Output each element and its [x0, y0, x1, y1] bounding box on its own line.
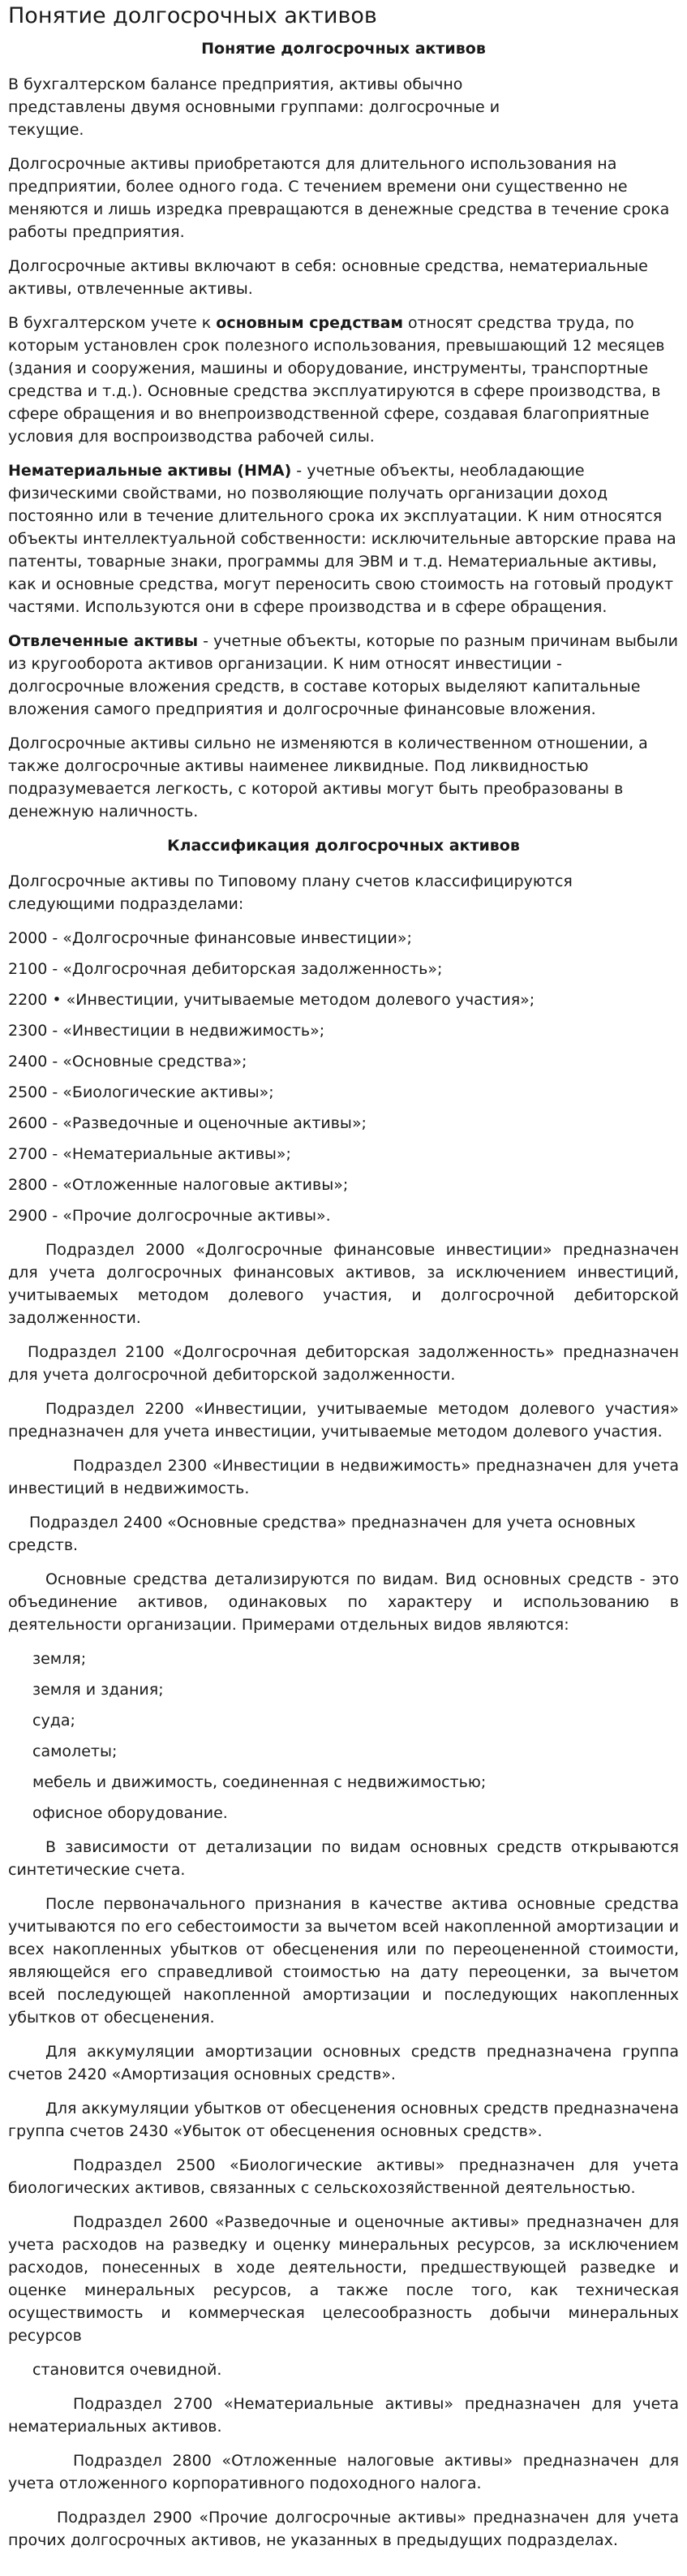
paragraph-2500: Подраздел 2500 «Биологические активы» предназначен для учета биологических активов, связанных с сельскохозяйственной деятельностью.	[8, 2156, 679, 2197]
paragraph-2300: Подраздел 2300 «Инвестиции в недвижимость» предназначен для учета инвестиций в недвижимость.	[8, 1457, 679, 1497]
paragraph-initial-recognition: После первоначального признания в качестве актива основные средства учитываются по его себестоимости за вычетом всей накопленной амортизации и всех накопленных убытков от обесценения или по переоцененной стоимости, являющейся его справедливой стоимостью на дату переоценки, за вычетом всей последующей накопленной амортизации и последующих накопленных убытков от обесценения.	[8, 1895, 679, 2027]
paragraph-2200: Подраздел 2200 «Инвестиции, учитываемые методом долевого участия» предназначен для учета инвестиции, учитываемые методом долевого участия.	[8, 1400, 679, 1441]
term-diverted-assets: Отвлеченные активы	[8, 632, 199, 650]
paragraph-amortization: Для аккумуляции амортизации основных средств предназначена группа счетов 2420 «Амортизация основных средств».	[8, 2043, 679, 2083]
list-item: 2500 - «Биологические активы»;	[8, 1083, 274, 1101]
paragraph-intangible-assets: Нематериальные активы (НМА) - учетные объекты, необладающие физическими свойствами, но позволяющие получать организации доход постоянно или в течение длительного срока их эксплуатации. К ним относятся объекты интеллектуальной собственности: исключительные авторские права на патенты, товарные знаки, программы для ЭВМ и т.д. Нематериальные активы, как и основные средства, могут переносить свою стоимость на готовый продукт частями. Используются они в сфере производства и в сфере обращения.	[8, 462, 676, 616]
paragraph-impairment: Для аккумуляции убытков от обесценения основных средств предназначена группа счетов 2430 «Убыток от обесценения основных средств».	[8, 2100, 679, 2140]
list-item: 2700 - «Нематериальные активы»;	[8, 1145, 291, 1163]
page-title: Понятие долгосрочных активов	[8, 3, 377, 28]
paragraph: Долгосрочные активы приобретаются для длительного использования на предприятии, более одного года. С течением времени они существенно не меняются и лишь изредка превращаются в денежные средства в течение срока работы предприятия.	[8, 155, 670, 241]
paragraph-2700: Подраздел 2700 «Нематериальные активы» предназначен для учета нематериальных активов.	[8, 2395, 679, 2436]
list-item: 2800 - «Отложенные налоговые активы»;	[8, 1176, 349, 1194]
section-heading-classification: Классификация долгосрочных активов	[167, 837, 520, 855]
paragraph-2400: Подраздел 2400 «Основные средства» предназначен для учета основных средств.	[8, 1514, 636, 1554]
paragraph-2000: Подраздел 2000 «Долгосрочные финансовые инвестиции» предназначен для учета долгосрочных финансовых активов, за исключением инвестиций, учитываемых методом долевого участия, и долгосрочной дебиторской задолженности.	[8, 1241, 679, 1327]
paragraph-synthetic-accounts: В зависимости от детализации по видам основных средств открываются синтетические счета.	[8, 1838, 679, 1879]
paragraph-2600: Подраздел 2600 «Разведочные и оценочные активы» предназначен для учета расходов на разведку и оценку минеральных ресурсов, за исключением расходов, понесенных в ходе деятельности, предшествующей разведке и оценке минеральных ресурсов, а также после того, как техническая осуществимость и коммерческая целесообразность добычи минеральных ресурсов	[8, 2213, 679, 2345]
account-codes-list	[8, 927, 679, 1227]
list-item: земля и здания;	[32, 1681, 164, 1699]
list-item: 2300 - «Инвестиции в недвижимость»;	[8, 1022, 325, 1040]
paragraph-fixed-assets: В бухгалтерском учете к основным средствам относят средства труда, по которым установлен срок полезного использования, превышающий 12 месяцев (здания и сооружения, машины и оборудование, инструменты, транспортные средства и т.д.). Основные средства эксплуатируются в сфере производства, в сфере обращения и во внепроизводственной сфере, создавая благоприятные условия для воспроизводства рабочей силы.	[8, 314, 665, 446]
list-item: 2100 - «Долгосрочная дебиторская задолженность»;	[8, 960, 443, 978]
list-item: 2400 - «Основные средства»;	[8, 1053, 247, 1070]
list-item: мебель и движимость, соединенная с недвижимостью;	[32, 1773, 487, 1791]
paragraph-2800: Подраздел 2800 «Отложенные налоговые активы» предназначен для учета отложенного корпоративного подоходного налога.	[8, 2452, 679, 2492]
list-item: 2200 • «Инвестиции, учитываемые методом долевого участия»;	[8, 991, 535, 1009]
paragraph: Долгосрочные активы включают в себя: основные средства, нематериальные активы, отвлеченные активы.	[8, 257, 648, 298]
list-item: самолеты;	[32, 1742, 118, 1760]
term-fixed-assets: основным средствам	[216, 314, 403, 332]
paragraph-fixed-assets-detail: Основные средства детализируются по видам. Вид основных средств - это объединение активов, одинаковых по характеру и использованию в деятельности организации. Примерами отдельных видов являются:	[8, 1570, 679, 1634]
paragraph: В бухгалтерском балансе предприятия, активы обычно представлены двумя основными группами: долгосрочные и текущие.	[8, 75, 500, 139]
asset-kinds-list	[32, 1648, 679, 1824]
list-item: земля;	[32, 1650, 87, 1668]
list-item: офисное оборудование.	[32, 1804, 228, 1822]
paragraph-diverted-assets: Отвлеченные активы - учетные объекты, которые по разным причинам выбыли из кругооборота активов организации. К ним относят инвестиции - долгосрочные вложения средств, в составе которых выделяют капитальные вложения самого предприятия и долгосрочные финансовые вложения.	[8, 632, 679, 718]
paragraph: Долгосрочные активы по Типовому плану счетов классифицируются следующими подразделами:	[8, 872, 573, 913]
paragraph: Долгосрочные активы сильно не изменяются в количественном отношении, а также долгосрочные активы наименее ликвидные. Под ликвидностью подразумевается легкость, с которой активы могут быть преобразованы в денежную наличность.	[8, 734, 648, 821]
list-item: 2000 - «Долгосрочные финансовые инвестиции»;	[8, 929, 412, 947]
paragraph-2600-tail: становится очевидной.	[32, 2361, 222, 2379]
term-intangible-assets: Нематериальные активы (НМА)	[8, 462, 292, 480]
section-heading-concept: Понятие долгосрочных активов	[201, 40, 486, 58]
list-item: 2900 - «Прочие долгосрочные активы».	[8, 1207, 331, 1225]
list-item: 2600 - «Разведочные и оценочные активы»;	[8, 1114, 367, 1132]
paragraph-2900: Подраздел 2900 «Прочие долгосрочные активы» предназначен для учета прочих долгосрочных активов, не указанных в предыдущих подразделах.	[8, 2509, 679, 2549]
list-item: суда;	[32, 1712, 75, 1730]
paragraph-2100: Подраздел 2100 «Долгосрочная дебиторская задолженность» предназначен для учета долгосрочной дебиторской задолженности.	[8, 1343, 679, 1384]
